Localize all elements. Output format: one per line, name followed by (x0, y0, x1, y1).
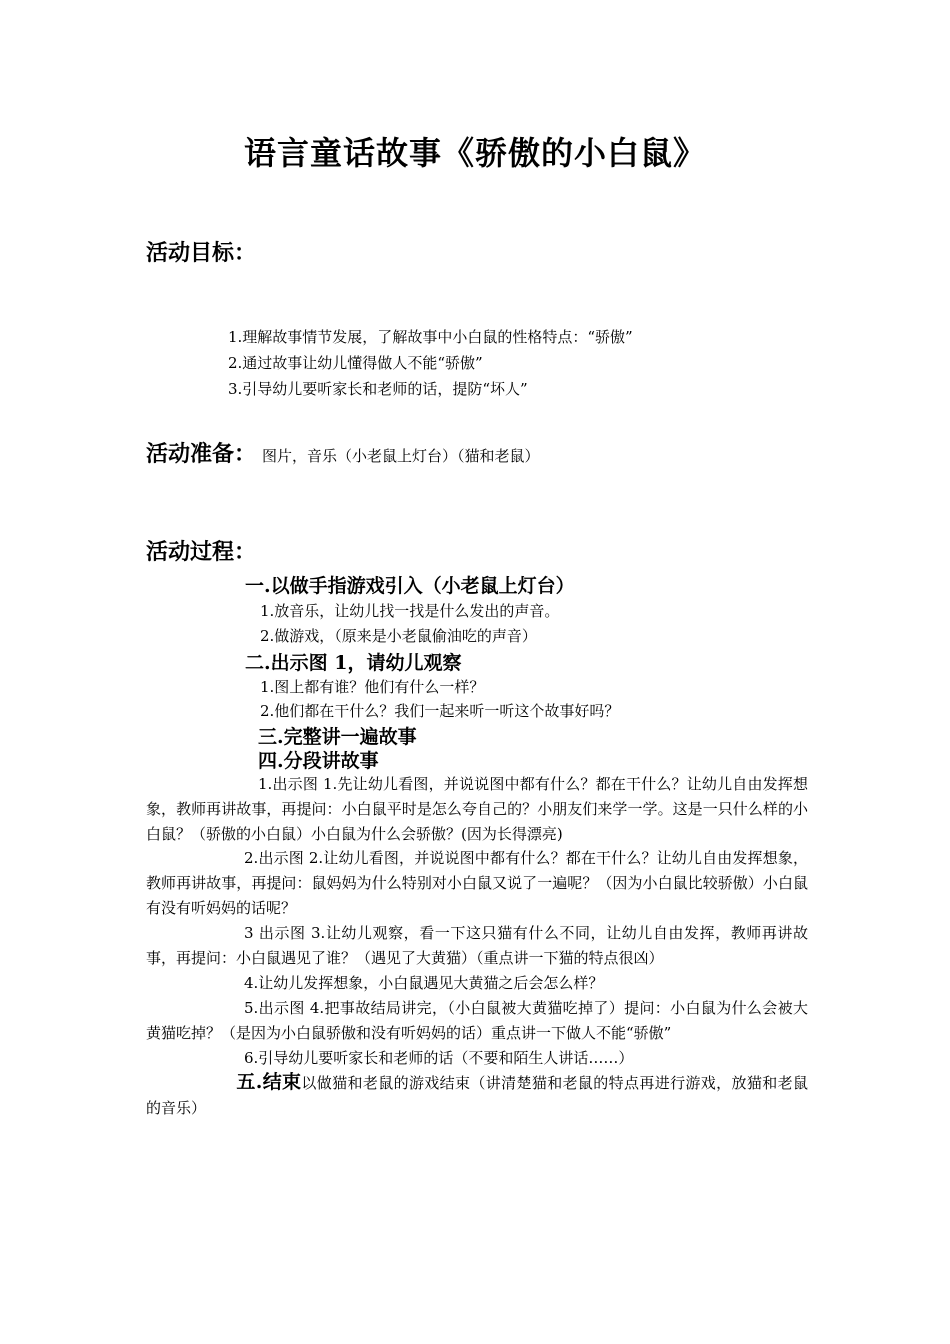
part4-paragraph-2: 2.出示图 2.让幼儿看图，并说说图中都有什么？都在干什么？让幼儿自由发挥想象，教师再讲故事，再提问：鼠妈妈为什么特别对小白鼠又说了一遍呢？（因为小白鼠比较骄傲）小白鼠有没有听妈妈的话呢？ (146, 849, 808, 917)
part3-heading: 三.完整讲一遍故事 (258, 726, 417, 748)
goal-item-1: 1.理解故事情节发展，了解故事中小白鼠的性格特点：“骄傲” (228, 328, 633, 346)
part2-heading: 二.出示图 1，请幼儿观察 (245, 652, 462, 674)
part2-step-2: 2.他们都在干什么？我们一起来听一听这个故事好吗？ (260, 702, 620, 720)
preparation-text: 图片，音乐（小老鼠上灯台）（猫和老鼠） (262, 447, 540, 465)
goal-item-3: 3.引导幼儿要听家长和老师的话，提防“坏人” (228, 380, 528, 398)
document-title: 语言童话故事《骄傲的小白鼠》 (243, 134, 706, 172)
part5-block (146, 1070, 808, 1121)
part1-step-1: 1.放音乐，让幼儿找一找是什么发出的声音。 (260, 602, 560, 620)
part1-heading: 一.以做手指游戏引入（小老鼠上灯台） (245, 575, 575, 597)
part4-paragraph-1: 1.出示图 1.先让幼儿看图，并说说图中都有什么？都在干什么？让幼儿自由发挥想象，教师再讲故事，再提问：小白鼠平时是怎么夸自己的？小朋友们来学一学。这是一只什么样的小白鼠？（骄傲的小白鼠）小白鼠为什么会骄傲？(因为长得漂亮) (146, 775, 808, 843)
part4-paragraph-5: 5.出示图 4.把事故结局讲完，（小白鼠被大黄猫吃掉了）提问：小白鼠为什么会被大黄猫吃掉？（是因为小白鼠骄傲和没有听妈妈的话）重点讲一下做人不能“骄傲” (146, 999, 808, 1042)
goal-item-2: 2.通过故事让幼儿懂得做人不能“骄傲” (228, 354, 483, 372)
preparation-heading: 活动准备： (146, 441, 257, 467)
part4-paragraph-6: 6.引导幼儿要听家长和老师的话（不要和陌生人讲话……） (244, 1049, 634, 1067)
preparation-line (146, 437, 540, 468)
part5-heading: 五.结束 (236, 1071, 302, 1093)
part5-text: 以做猫和老鼠的游戏结束（讲清楚猫和老鼠的特点再进行游戏，放猫和老鼠的音乐） (146, 1074, 808, 1117)
part2-step-1: 1.图上都有谁？他们有什么一样？ (260, 678, 485, 696)
part4-paragraph-4: 4.让幼儿发挥想象，小白鼠遇见大黄猫之后会怎么样？ (244, 974, 604, 992)
goals-heading: 活动目标： (146, 240, 257, 266)
part1-step-2: 2.做游戏，（原来是小老鼠偷油吃的声音） (260, 627, 537, 645)
part4-heading: 四.分段讲故事 (258, 750, 379, 772)
process-heading: 活动过程： (146, 539, 257, 565)
part4-paragraph-3: 3 出示图 3.让幼儿观察，看一下这只猫有什么不同，让幼儿自由发挥，教师再讲故事，再提问：小白鼠遇见了谁？（遇见了大黄猫）（重点讲一下猫的特点很凶） (146, 924, 808, 967)
